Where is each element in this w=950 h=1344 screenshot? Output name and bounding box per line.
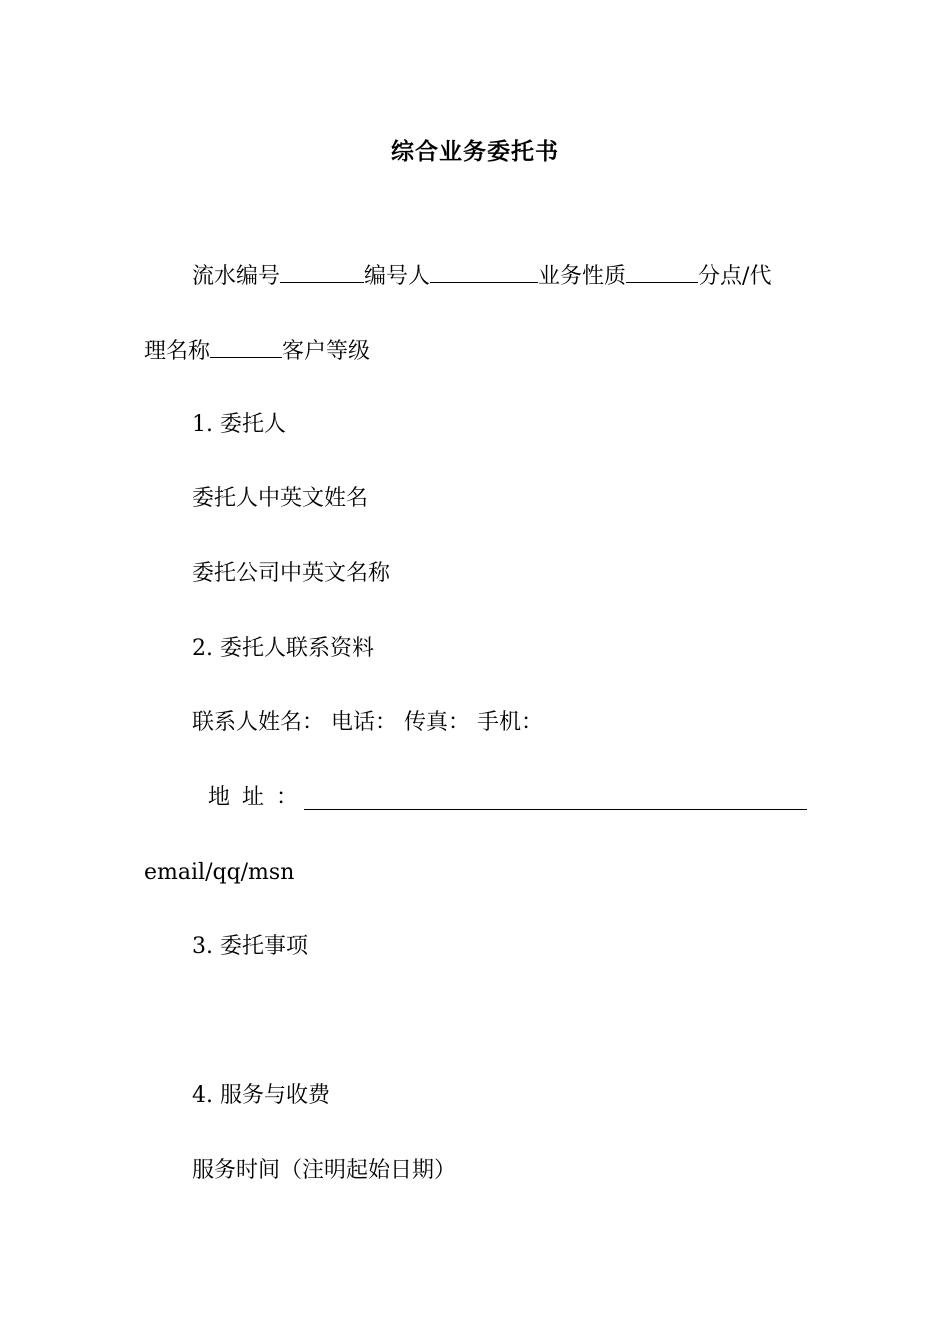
client-name-label: 委托人中英文姓名 <box>192 486 369 511</box>
business-nature-blank[interactable] <box>626 260 698 283</box>
header-line-2 <box>144 335 370 367</box>
section-3-heading: 3. 委托事项 <box>192 934 308 959</box>
section-4-heading: 4. 服务与收费 <box>192 1083 330 1108</box>
client-company-label: 委托公司中英文名称 <box>192 561 391 586</box>
numberer-blank[interactable] <box>430 260 538 283</box>
header-line-1 <box>192 260 771 292</box>
serial-number-blank[interactable] <box>280 260 364 283</box>
branch-name-blank[interactable] <box>210 335 282 358</box>
numberer-label: 编号人 <box>364 264 431 289</box>
address-label <box>208 783 310 813</box>
contact-info-line: 联系人姓名： 电话： 传真： 手机： <box>192 710 543 735</box>
branch-label-part1: 分点/代 <box>698 264 772 289</box>
client-grade-label: 客户等级 <box>282 339 371 364</box>
address-blank[interactable] <box>304 809 807 810</box>
serial-number-label: 流水编号 <box>192 264 281 289</box>
section-2-heading: 2. 委托人联系资料 <box>192 636 374 661</box>
email-label: email/qq/msn <box>144 860 295 885</box>
section-1-heading: 1. 委托人 <box>192 412 286 437</box>
address-label-text: 地址： <box>208 785 311 810</box>
business-nature-label: 业务性质 <box>538 264 627 289</box>
service-time-label: 服务时间（注明起始日期） <box>192 1158 457 1183</box>
branch-label-part2: 理名称 <box>144 339 211 364</box>
document-title: 综合业务委托书 <box>391 138 559 165</box>
